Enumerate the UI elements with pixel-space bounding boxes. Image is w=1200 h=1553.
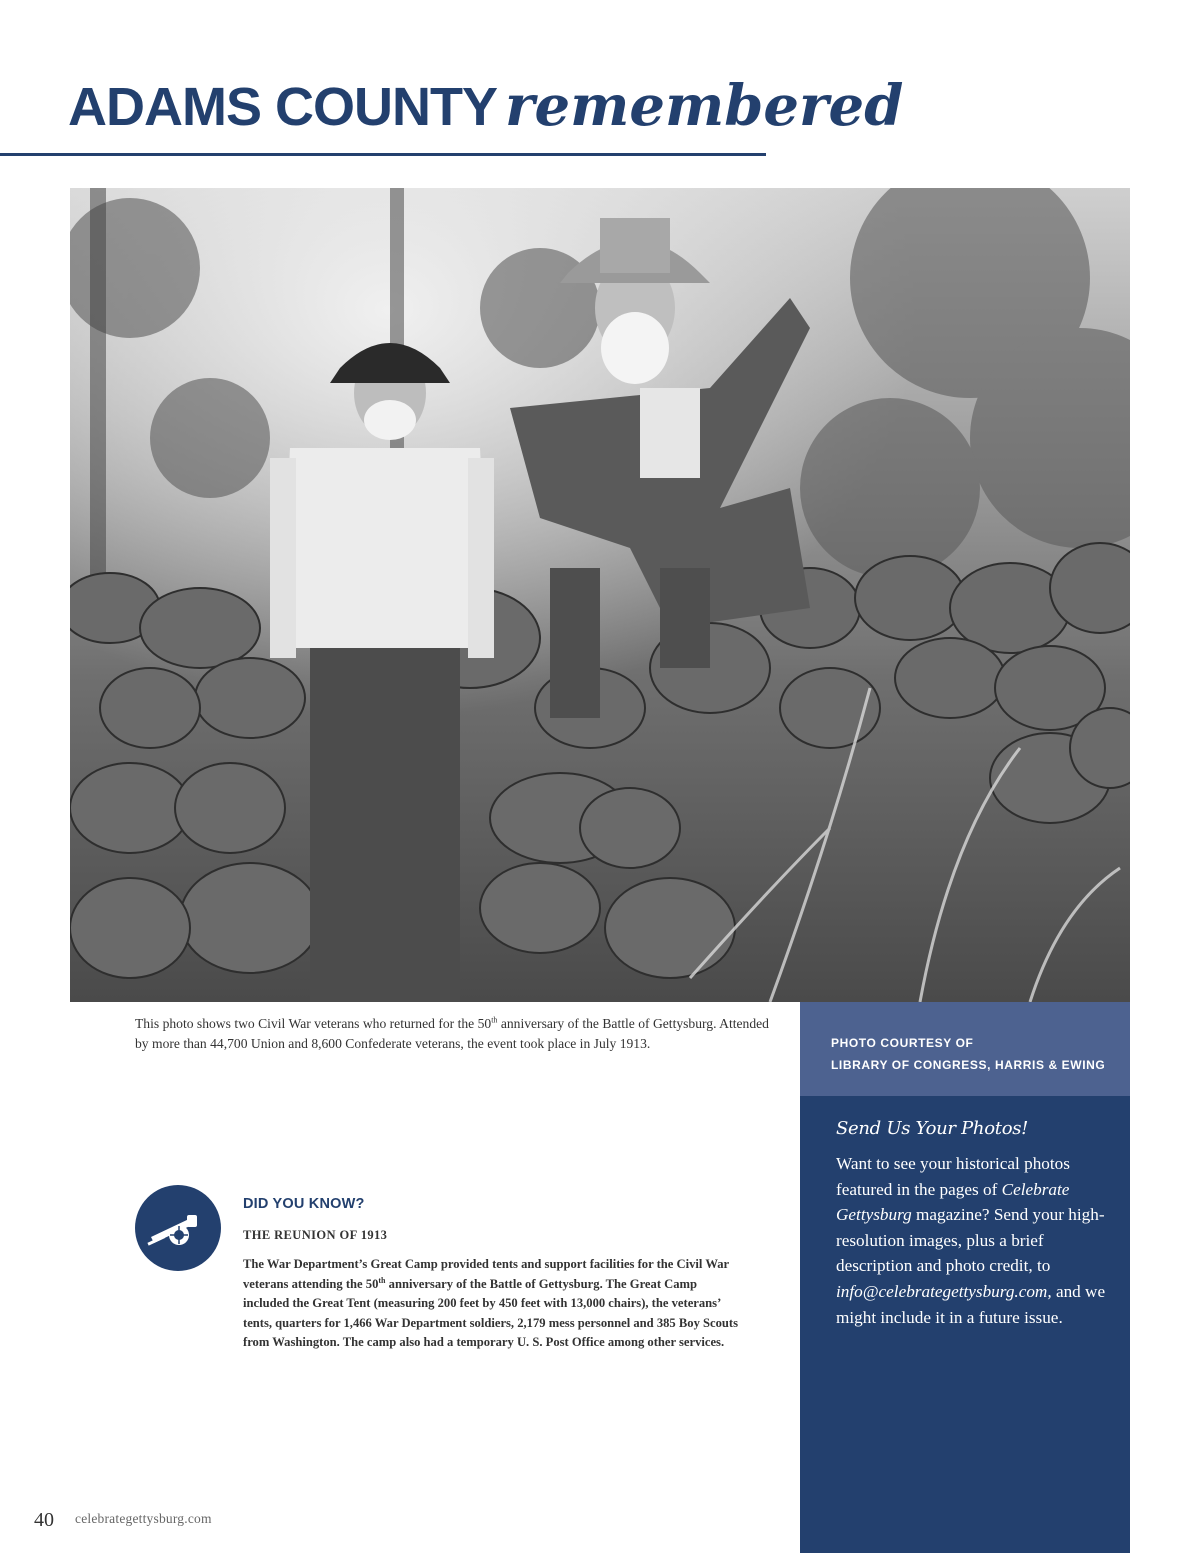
title-bold: ADAMS COUNTY	[68, 77, 497, 137]
did-you-know-body	[243, 1255, 743, 1353]
page-number: 40	[34, 1509, 54, 1531]
photo-caption	[135, 1014, 775, 1054]
credit-line-1: PHOTO COURTESY OF	[831, 1036, 974, 1050]
website-url[interactable]: celebrategettysburg.com	[75, 1511, 212, 1526]
send-text-3: and we might include it in a future issue.	[836, 1281, 1106, 1327]
caption-superscript: th	[491, 1015, 498, 1025]
caption-text-start: This photo shows two Civil War veterans who returned for the 50	[135, 1016, 492, 1031]
title-italic: remembered	[505, 73, 904, 139]
send-photos-title: Send Us Your Photos!	[836, 1118, 1029, 1139]
dyk-superscript: th	[378, 1275, 386, 1285]
magazine-name: Celebrate Gettysburg	[836, 1179, 1070, 1225]
page-title	[68, 73, 904, 139]
dyk-text-end: anniversary of the Battle of Gettysburg. The Great Camp included the Great Tent (measuring 200 feet by 450 feet with 13,000 chairs), the veterans’ tents, quarters for 1,466 War Department soldiers, 2,179 mess personnel and 385 Boy Scouts from Washington. The camp also had a temporary U. S. Post Office among other services.	[243, 1276, 738, 1350]
credit-line-2: LIBRARY OF CONGRESS, HARRIS & EWING	[831, 1058, 1106, 1072]
veterans-photo	[70, 188, 1130, 1002]
did-you-know-heading: DID YOU KNOW?	[243, 1196, 365, 1212]
dyk-text-start: The War Department’s Great Camp provided tents and support facilities for the Civil War veterans attending the 50	[243, 1257, 729, 1291]
send-text-2: magazine? Send your high-resolution images, plus a brief description and photo credit, to	[836, 1205, 1105, 1276]
email-link[interactable]: info@celebrategettysburg.com,	[836, 1281, 1052, 1301]
photo-credit	[800, 1002, 1130, 1096]
title-rule	[0, 153, 766, 156]
cannon-icon	[135, 1185, 221, 1271]
send-photos-body	[836, 1151, 1110, 1330]
caption-text-end: anniversary of the Battle of Gettysburg. Attended by more than 44,700 Union and 8,600 Confederate veterans, the event took place in July 1913.	[135, 1016, 769, 1051]
did-you-know-subheading: THE REUNION OF 1913	[243, 1228, 388, 1242]
send-photos-panel	[800, 1096, 1130, 1553]
send-text-1: Want to see your historical photos featured in the pages of	[836, 1154, 1070, 1199]
